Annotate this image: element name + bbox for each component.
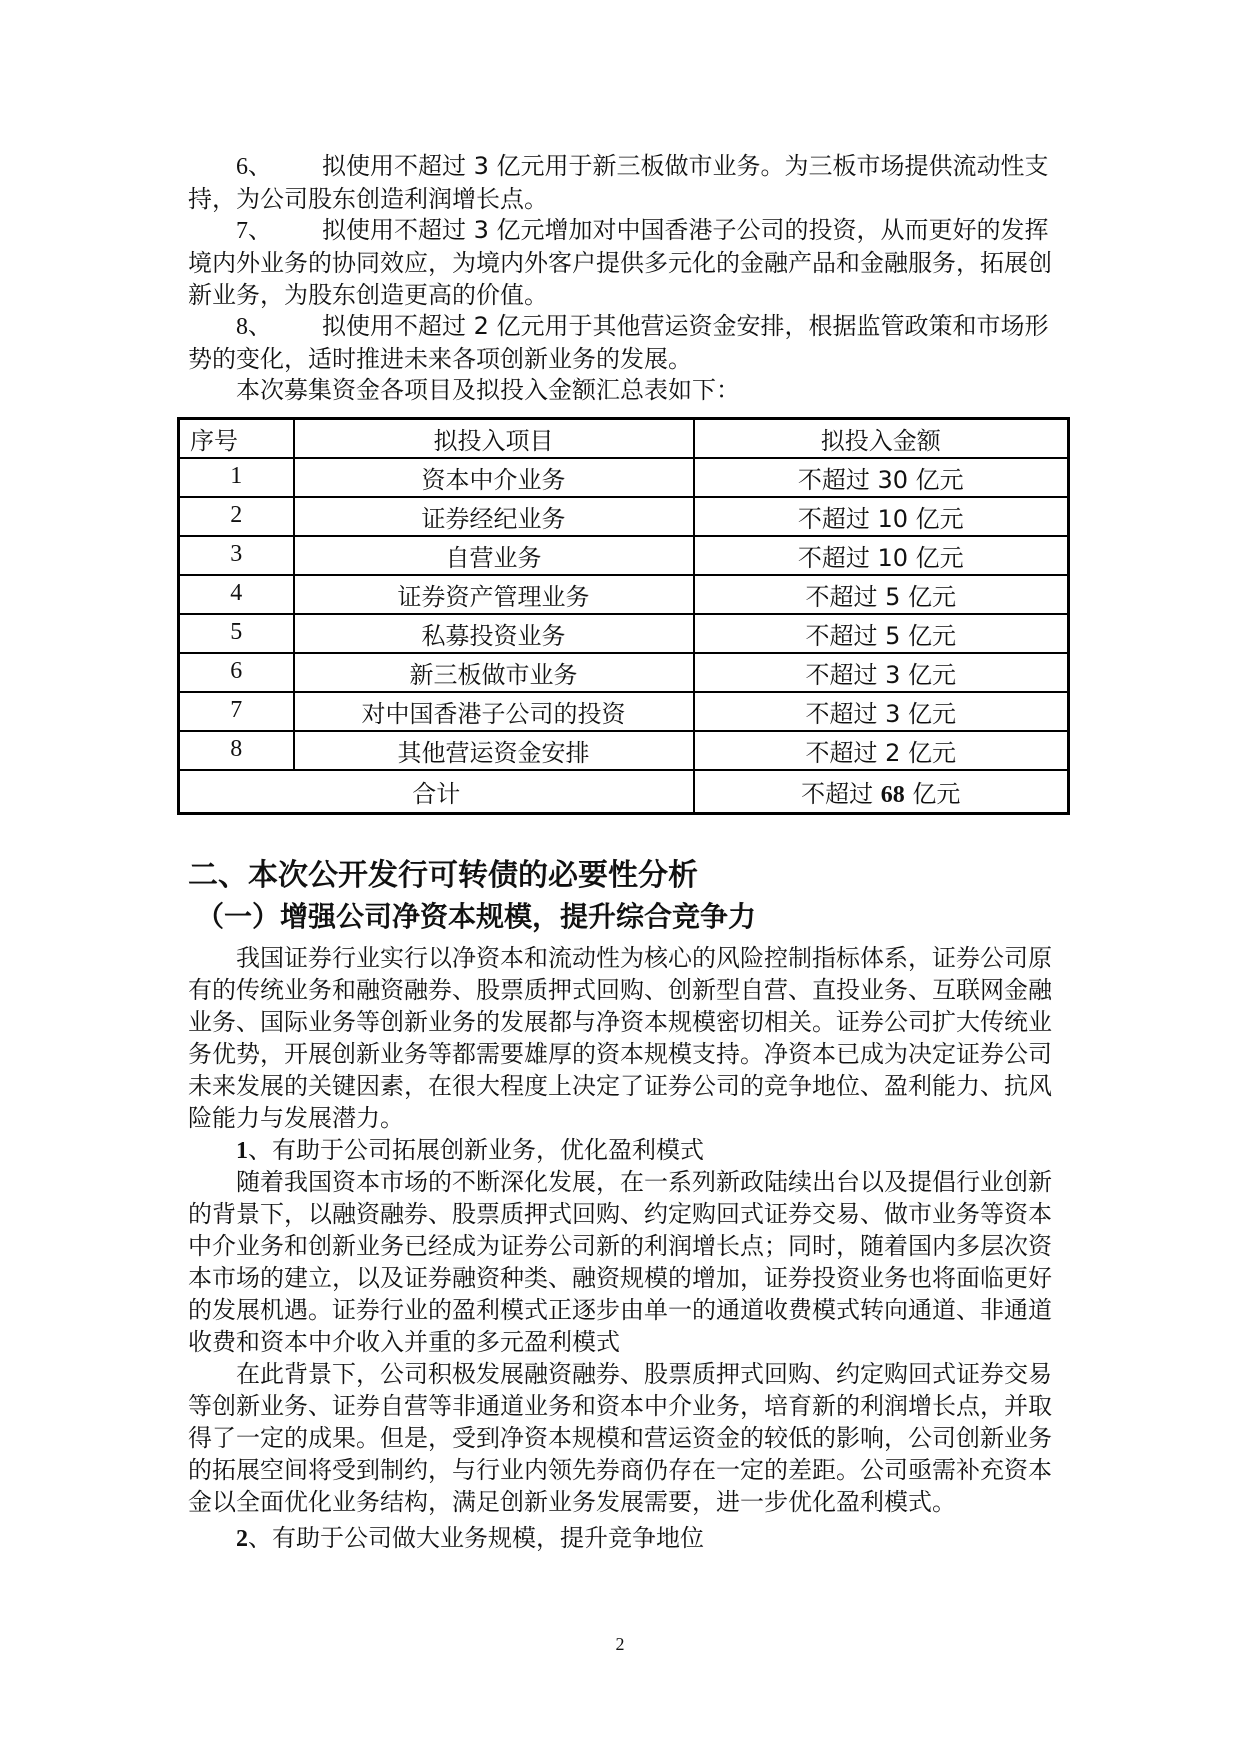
- list-item-text: 拟使用不超过 3 亿元用于新三板做市业务。为三板市场提供流动性支持，为公司股东创造利润增长点。: [188, 152, 1049, 213]
- row-no: 4: [179, 575, 294, 614]
- point-2-heading: [188, 1522, 1068, 1555]
- total-amount: [694, 770, 1069, 814]
- point-number: 2: [236, 1526, 248, 1552]
- row-amount: 不超过 10 亿元: [694, 497, 1069, 536]
- point-1-heading: [188, 1134, 1068, 1167]
- table-row: [179, 575, 1069, 614]
- row-amount: 不超过 10 亿元: [694, 536, 1069, 575]
- table-row: [179, 536, 1069, 575]
- list-item-8: [188, 310, 1068, 375]
- row-project: 新三板做市业务: [294, 653, 694, 692]
- total-label: 合计: [179, 770, 694, 814]
- table-row: [179, 614, 1069, 653]
- total-value: 68: [880, 781, 905, 808]
- total-prefix: 不超过: [801, 779, 881, 808]
- list-item-number: 7、: [236, 218, 272, 244]
- row-project: 私募投资业务: [294, 614, 694, 653]
- row-no: 8: [179, 731, 294, 770]
- row-no: 7: [179, 692, 294, 731]
- table-total-row: [179, 770, 1069, 814]
- table-intro: 本次募集资金各项目及拟投入金额汇总表如下：: [236, 376, 740, 404]
- row-amount: 不超过 2 亿元: [694, 731, 1069, 770]
- point-text: 、有助于公司拓展创新业务，优化盈利模式: [248, 1136, 704, 1164]
- list-item-number: 6、: [236, 154, 272, 180]
- paragraph-2: 随着我国资本市场的不断深化发展，在一系列新政陆续出台以及提倡行业创新的背景下，以融资融券、股票质押式回购、约定购回式证券交易、做市业务等资本中介业务和创新业务已经成为证券公司新的利润增长点；同时，随着国内多层次资本市场的建立，以及证券融资种类、融资规模的增加，证券投资业务也将面临更好的发展机遇。证券行业的盈利模式正逐步由单一的通道收费模式转向通道、非通道收费和资本中介收入并重的多元盈利模式: [188, 1168, 1052, 1356]
- row-project: 资本中介业务: [294, 458, 694, 497]
- paragraph-1: 我国证券行业实行以净资本和流动性为核心的风险控制指标体系，证券公司原有的传统业务和融资融券、股票质押式回购、创新型自营、直投业务、互联网金融业务、国际业务等创新业务的发展都与净资本规模密切相关。证券公司扩大传统业务优势，开展创新业务等都需要雄厚的资本规模支持。净资本已成为决定证券公司未来发展的关键因素，在很大程度上决定了证券公司的竞争地位、盈利能力、抗风险能力与发展潜力。: [188, 944, 1052, 1132]
- table-header-row: [179, 419, 1069, 458]
- table-row: [179, 692, 1069, 731]
- header-project: 拟投入项目: [294, 419, 694, 458]
- header-no: 序号: [179, 419, 294, 458]
- table-row: [179, 497, 1069, 536]
- row-project: 证券经纪业务: [294, 497, 694, 536]
- list-item-text: 拟使用不超过 2 亿元用于其他营运资金安排，根据监管政策和市场形势的变化，适时推进未来各项创新业务的发展。: [188, 312, 1049, 373]
- row-amount: 不超过 30 亿元: [694, 458, 1069, 497]
- row-project: 证券资产管理业务: [294, 575, 694, 614]
- header-amount: 拟投入金额: [694, 419, 1069, 458]
- row-no: 6: [179, 653, 294, 692]
- list-item-number: 8、: [236, 314, 272, 340]
- row-project: 自营业务: [294, 536, 694, 575]
- row-project: 对中国香港子公司的投资: [294, 692, 694, 731]
- list-item-6: [188, 150, 1068, 215]
- row-no: 2: [179, 497, 294, 536]
- row-no: 1: [179, 458, 294, 497]
- list-item-7: [188, 214, 1068, 311]
- table-row: [179, 458, 1069, 497]
- table-row: [179, 731, 1069, 770]
- row-amount: 不超过 3 亿元: [694, 653, 1069, 692]
- row-amount: 不超过 3 亿元: [694, 692, 1069, 731]
- list-item-text: 拟使用不超过 3 亿元增加对中国香港子公司的投资，从而更好的发挥境内外业务的协同效应，为境内外客户提供多元化的金融产品和金融服务，拓展创新业务，为股东创造更高的价值。: [188, 216, 1052, 309]
- point-number: 1: [236, 1138, 248, 1164]
- row-amount: 不超过 5 亿元: [694, 575, 1069, 614]
- table-row: [179, 653, 1069, 692]
- page-number: 2: [615, 1634, 625, 1654]
- total-suffix: 亿元: [904, 779, 961, 808]
- subsection-title: （一）增强公司净资本规模，提升综合竞争力: [196, 900, 757, 933]
- row-no: 5: [179, 614, 294, 653]
- paragraph-3: 在此背景下，公司积极发展融资融券、股票质押式回购、约定购回式证券交易等创新业务、证券自营等非通道业务和资本中介业务，培育新的利润增长点，并取得了一定的成果。但是，受到净资本规模和营运资金的较低的影响，公司创新业务的拓展空间将受到制约，与行业内领先券商仍存在一定的差距。公司亟需补充资本金以全面优化业务结构，满足创新业务发展需要，进一步优化盈利模式。: [188, 1360, 1052, 1516]
- section-title: 二、本次公开发行可转债的必要性分析: [188, 858, 698, 893]
- row-no: 3: [179, 536, 294, 575]
- point-text: 、有助于公司做大业务规模，提升竞争地位: [248, 1524, 704, 1552]
- row-project: 其他营运资金安排: [294, 731, 694, 770]
- row-amount: 不超过 5 亿元: [694, 614, 1069, 653]
- funding-table: [177, 417, 1070, 815]
